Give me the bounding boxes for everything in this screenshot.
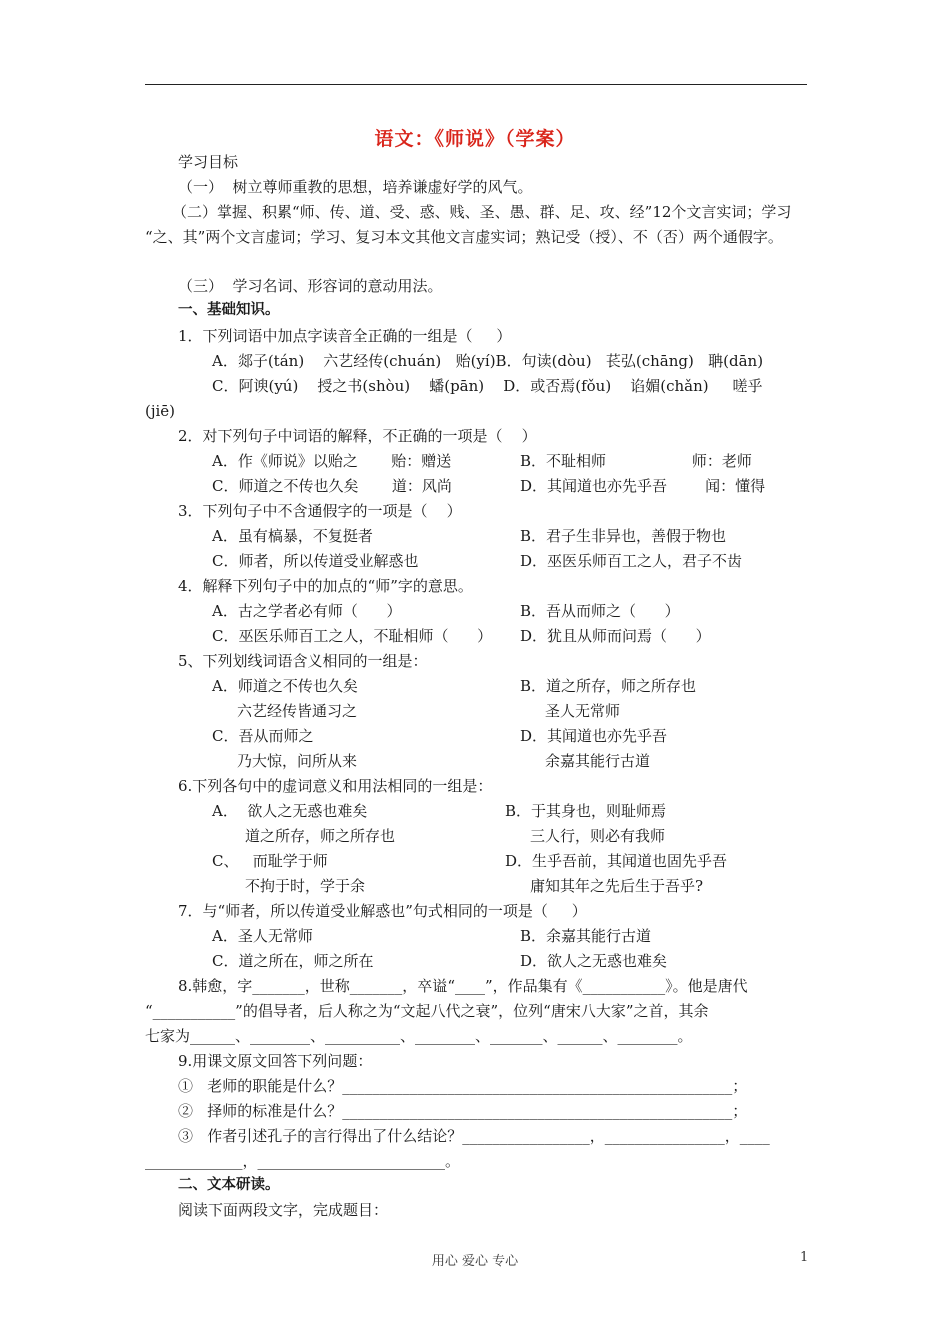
page-number: 1 [800, 1250, 809, 1265]
question-1: 1．下列词语中加点字读音全正确的一组是（ ） [178, 327, 512, 345]
option: C．师道之不传也久矣 道：风尚 [212, 477, 452, 495]
option: 不拘于时，学于余 [245, 877, 366, 895]
option: 庸知其年之先后生于吾乎? [530, 877, 704, 895]
option: D．生乎吾前，其闻道也固先乎吾 [505, 852, 728, 870]
option: A．作《师说》以贻之 贻：赠送 [212, 452, 452, 470]
question-6: 6.下列各句中的虚词意义和用法相同的一组是： [178, 777, 493, 795]
option: C、 而耻学于师 [212, 852, 328, 870]
option: D．犹且从师而问焉（ ） [520, 627, 711, 645]
option-line: A．郯子(tán) 六艺经传(chuán) 贻(yí)B．句读(dòu) 苌弘(chāng) 聃(dān) [212, 352, 764, 370]
question-9-item: ① 老师的职能是什么？____________________________________________________； [178, 1077, 748, 1095]
option: B．道之所存，师之所存也 [520, 677, 697, 695]
objective-2-line-2: “之、其”两个文言虚词；学习、复习本文其他文言虚实词；熟记受（授）、不（否）两个通假字。 [145, 228, 783, 246]
option-line: C．阿谀(yú) 授之书(shòu) 蟠(pān) D．或否焉(fǒu) 谄媚(chǎn) 嗟乎 [212, 377, 763, 395]
option: B．于其身也，则耻师焉 [505, 802, 667, 820]
option: A． 欲人之无惑也难矣 [212, 802, 368, 820]
option-line: (jiē) [145, 402, 176, 420]
objective-1: （一） 树立尊师重教的思想，培养谦虚好学的风气。 [178, 178, 533, 196]
option: 三人行，则必有我师 [530, 827, 666, 845]
page-title: 语文：《师说》（学案） [374, 128, 576, 150]
option: A．虽有槁暴，不复挺者 [212, 527, 373, 545]
question-5: 5、下列划线词语含义相同的一组是： [178, 652, 428, 670]
question-8-cont: “___________”的倡导者，后人称之为“文起八代之衰”，位列“唐宋八大家”之首，其余 [145, 1002, 709, 1020]
question-9-item: ③ 作者引述孔子的言行得出了什么结论？_________________，________________，____ [178, 1127, 770, 1145]
question-8: 8.韩愈，字_______，世称_______，卒谥“____”，作品集有《___________》。他是唐代 [178, 977, 748, 995]
question-8-cont: 七家为______、________、__________、________、_______、______、________。 [145, 1027, 693, 1045]
option: C．巫医乐师百工之人，不耻相师（ ） [212, 627, 493, 645]
question-9: 9.用课文原文回答下列问题： [178, 1052, 373, 1070]
option: B．吾从而师之（ ） [520, 602, 680, 620]
question-2: 2．对下列句子中词语的解释，不正确的一项是（ ） [178, 427, 537, 445]
option: C．吾从而师之 [212, 727, 314, 745]
section-heading: 二、文本研读。 [178, 1177, 280, 1193]
option: 六艺经传皆通习之 [237, 702, 358, 720]
option: D．其闻道也亦先乎吾 闻：懂得 [520, 477, 766, 495]
option: 余嘉其能行古道 [545, 752, 651, 770]
option: B．余嘉其能行古道 [520, 927, 652, 945]
option: D．巫医乐师百工之人，君子不齿 [520, 552, 743, 570]
section-heading: 一、基础知识。 [178, 302, 280, 318]
option: 圣人无常师 [545, 702, 621, 720]
option: A．师道之不传也久矣 [212, 677, 358, 695]
option: B．君子生非异也，善假于物也 [520, 527, 727, 545]
objective-3: （三） 学习名词、形容词的意动用法。 [178, 277, 443, 295]
instruction: 阅读下面两段文字，完成题目： [178, 1201, 389, 1219]
option: 乃大惊，问所从来 [237, 752, 358, 770]
option: 道之所存，师之所存也 [245, 827, 396, 845]
option: C．道之所在，师之所在 [212, 952, 374, 970]
option: D．其闻道也亦先乎吾 [520, 727, 668, 745]
section-heading: 学习目标 [178, 153, 239, 171]
option: B．不耻相师 师：老师 [520, 452, 752, 470]
option: C．师者，所以传道受业解惑也 [212, 552, 419, 570]
question-9-item: ② 择师的标准是什么？____________________________________________________； [178, 1102, 748, 1120]
objective-2-line-1: （二）掌握、积累“师、传、道、受、惑、贱、圣、愚、群、足、攻、经”12个文言实词；学习 [172, 203, 792, 221]
question-3: 3．下列句子中不含通假字的一项是（ ） [178, 502, 462, 520]
question-7: 7．与“师者，所以传道受业解惑也”句式相同的一项是（ ） [178, 902, 587, 920]
question-9-cont: _____________，_________________________。 [145, 1152, 461, 1170]
option: D．欲人之无惑也难矣 [520, 952, 668, 970]
page-footer: 用心 爱心 专心 [431, 1254, 519, 1269]
option: A．圣人无常师 [212, 927, 313, 945]
header-rule [145, 84, 807, 85]
question-4: 4．解释下列句子中的加点的“师”字的意思。 [178, 577, 473, 595]
option: A．古之学者必有师（ ） [212, 602, 402, 620]
